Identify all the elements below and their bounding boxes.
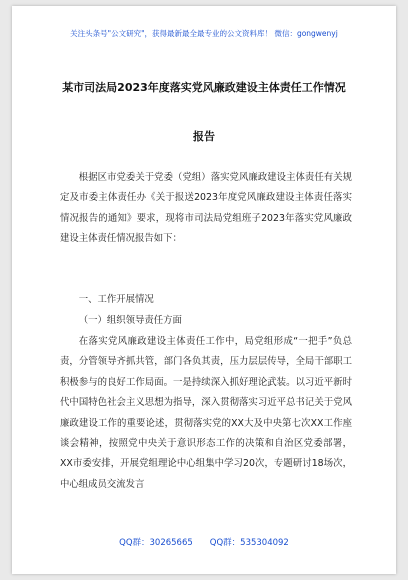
footer-qq-groups: QQ群：30265665 QQ群：535304092 (119, 538, 289, 548)
section-heading: 一、工作开展情况 (78, 294, 154, 305)
header-promo-text: 关注头条号"公文研究"，获得最新最全最专业的公文资料库！ 微信：gongwenyj (70, 29, 338, 38)
document-title-continued: 报告 (193, 130, 215, 143)
document-title: 某市司法局2023年度落实党风廉政建设主体责任工作情况 (62, 81, 346, 94)
intro-paragraph: 根据区市党委关于党委（党组）落实党风廉政建设主体责任有关规定及市委主体责任办《关于报送2023年度党风廉政建设主体责任落实情况报告的通知》要求，现将市司法局党组班子2023年落实党风廉政建设主体责任情况报告如下： (60, 172, 352, 245)
document-page (12, 6, 396, 574)
body-paragraph: 在落实党风廉政建设主体责任工作中，局党组形成“一把手”负总责，分管领导齐抓共管，部门各负其责，压力层层传导，全局干部职工积极参与的良好工作局面。一是持续深入抓好理论武装。以习近平新时代中国特色社会主义思想为指导，深入贯彻落实习近平总书记关于党风廉政建设工作的重要论述，贯彻落实党的XX大及中央第七次XX工作座谈会精神，按照党中央关于意识形态工作的决策和自治区党委部署，XX市委安排，开展党组理论中心组集中学习20次，专题研讨18场次，中心组成员交流发言 (60, 336, 352, 490)
subsection-heading: （一）组织领导责任方面 (78, 315, 182, 326)
